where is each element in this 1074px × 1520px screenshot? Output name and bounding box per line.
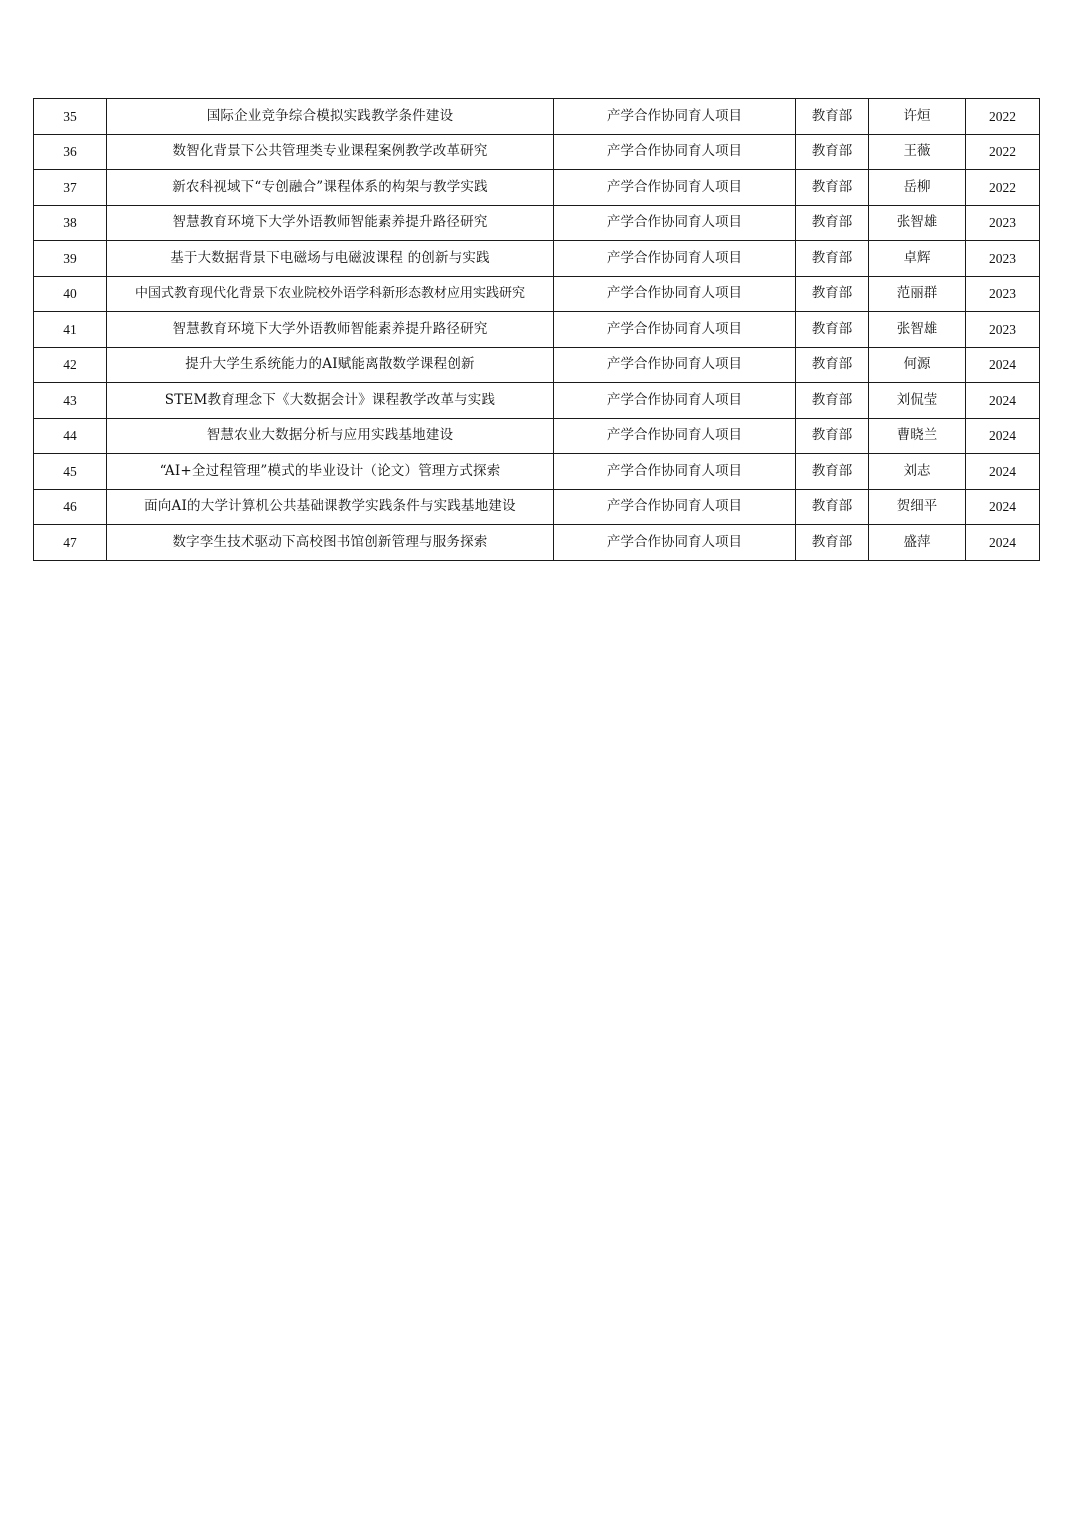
year-cell: 2022 <box>966 99 1040 135</box>
leader-cell: 范丽群 <box>869 276 966 312</box>
row-number-cell: 35 <box>34 99 107 135</box>
table-row <box>34 454 1040 490</box>
leader-cell: 张智雄 <box>869 312 966 348</box>
project-type-cell: 产学合作协同育人项目 <box>554 99 796 135</box>
department-cell: 教育部 <box>796 241 869 277</box>
project-title-cell: “AI+全过程管理”模式的毕业设计（论文）管理方式探索 <box>107 454 554 490</box>
project-type-cell: 产学合作协同育人项目 <box>554 347 796 383</box>
project-type-cell: 产学合作协同育人项目 <box>554 170 796 206</box>
project-title-cell: STEM教育理念下《大数据会计》课程教学改革与实践 <box>107 383 554 419</box>
project-title-cell: 新农科视域下“专创融合”课程体系的构架与教学实践 <box>107 170 554 206</box>
row-number-cell: 45 <box>34 454 107 490</box>
table-row <box>34 525 1040 561</box>
year-cell: 2023 <box>966 312 1040 348</box>
project-title-cell: 提升大学生系统能力的AI赋能离散数学课程创新 <box>107 347 554 383</box>
table-row <box>34 241 1040 277</box>
table-row <box>34 312 1040 348</box>
department-cell: 教育部 <box>796 418 869 454</box>
year-cell: 2022 <box>966 134 1040 170</box>
year-cell: 2022 <box>966 170 1040 206</box>
project-type-cell: 产学合作协同育人项目 <box>554 276 796 312</box>
row-number-cell: 37 <box>34 170 107 206</box>
year-cell: 2024 <box>966 489 1040 525</box>
project-title-cell: 数智化背景下公共管理类专业课程案例教学改革研究 <box>107 134 554 170</box>
table-body <box>34 99 1040 561</box>
project-type-cell: 产学合作协同育人项目 <box>554 134 796 170</box>
year-cell: 2024 <box>966 418 1040 454</box>
department-cell: 教育部 <box>796 312 869 348</box>
row-number-cell: 47 <box>34 525 107 561</box>
table-row <box>34 418 1040 454</box>
project-type-cell: 产学合作协同育人项目 <box>554 418 796 454</box>
project-title-cell: 中国式教育现代化背景下农业院校外语学科新形态教材应用实践研究 <box>107 276 554 312</box>
leader-cell: 刘侃莹 <box>869 383 966 419</box>
department-cell: 教育部 <box>796 525 869 561</box>
department-cell: 教育部 <box>796 347 869 383</box>
table-row <box>34 489 1040 525</box>
project-title-cell: 数字孪生技术驱动下高校图书馆创新管理与服务探索 <box>107 525 554 561</box>
project-title-cell: 国际企业竞争综合模拟实践教学条件建设 <box>107 99 554 135</box>
table-row <box>34 347 1040 383</box>
year-cell: 2023 <box>966 205 1040 241</box>
row-number-cell: 44 <box>34 418 107 454</box>
leader-cell: 卓辉 <box>869 241 966 277</box>
row-number-cell: 38 <box>34 205 107 241</box>
row-number-cell: 39 <box>34 241 107 277</box>
leader-cell: 曹晓兰 <box>869 418 966 454</box>
project-type-cell: 产学合作协同育人项目 <box>554 525 796 561</box>
leader-cell: 盛萍 <box>869 525 966 561</box>
year-cell: 2024 <box>966 454 1040 490</box>
leader-cell: 许烜 <box>869 99 966 135</box>
department-cell: 教育部 <box>796 489 869 525</box>
row-number-cell: 41 <box>34 312 107 348</box>
department-cell: 教育部 <box>796 205 869 241</box>
year-cell: 2024 <box>966 383 1040 419</box>
project-title-cell: 智慧教育环境下大学外语教师智能素养提升路径研究 <box>107 312 554 348</box>
department-cell: 教育部 <box>796 99 869 135</box>
project-table <box>33 98 1040 561</box>
leader-cell: 岳柳 <box>869 170 966 206</box>
year-cell: 2023 <box>966 276 1040 312</box>
year-cell: 2023 <box>966 241 1040 277</box>
table-row <box>34 383 1040 419</box>
row-number-cell: 43 <box>34 383 107 419</box>
table-row <box>34 205 1040 241</box>
table-row <box>34 99 1040 135</box>
department-cell: 教育部 <box>796 276 869 312</box>
project-type-cell: 产学合作协同育人项目 <box>554 489 796 525</box>
department-cell: 教育部 <box>796 454 869 490</box>
department-cell: 教育部 <box>796 170 869 206</box>
leader-cell: 刘志 <box>869 454 966 490</box>
year-cell: 2024 <box>966 525 1040 561</box>
project-table-container <box>33 98 1039 561</box>
row-number-cell: 42 <box>34 347 107 383</box>
department-cell: 教育部 <box>796 383 869 419</box>
department-cell: 教育部 <box>796 134 869 170</box>
project-title-cell: 基于大数据背景下电磁场与电磁波课程 的创新与实践 <box>107 241 554 277</box>
project-title-cell: 面向AI的大学计算机公共基础课教学实践条件与实践基地建设 <box>107 489 554 525</box>
row-number-cell: 46 <box>34 489 107 525</box>
project-type-cell: 产学合作协同育人项目 <box>554 312 796 348</box>
leader-cell: 王薇 <box>869 134 966 170</box>
leader-cell: 贺细平 <box>869 489 966 525</box>
row-number-cell: 36 <box>34 134 107 170</box>
year-cell: 2024 <box>966 347 1040 383</box>
project-type-cell: 产学合作协同育人项目 <box>554 454 796 490</box>
leader-cell: 张智雄 <box>869 205 966 241</box>
project-type-cell: 产学合作协同育人项目 <box>554 241 796 277</box>
row-number-cell: 40 <box>34 276 107 312</box>
project-title-cell: 智慧教育环境下大学外语教师智能素养提升路径研究 <box>107 205 554 241</box>
table-row <box>34 170 1040 206</box>
project-type-cell: 产学合作协同育人项目 <box>554 383 796 419</box>
project-type-cell: 产学合作协同育人项目 <box>554 205 796 241</box>
project-title-cell: 智慧农业大数据分析与应用实践基地建设 <box>107 418 554 454</box>
table-row <box>34 134 1040 170</box>
leader-cell: 何源 <box>869 347 966 383</box>
table-row <box>34 276 1040 312</box>
